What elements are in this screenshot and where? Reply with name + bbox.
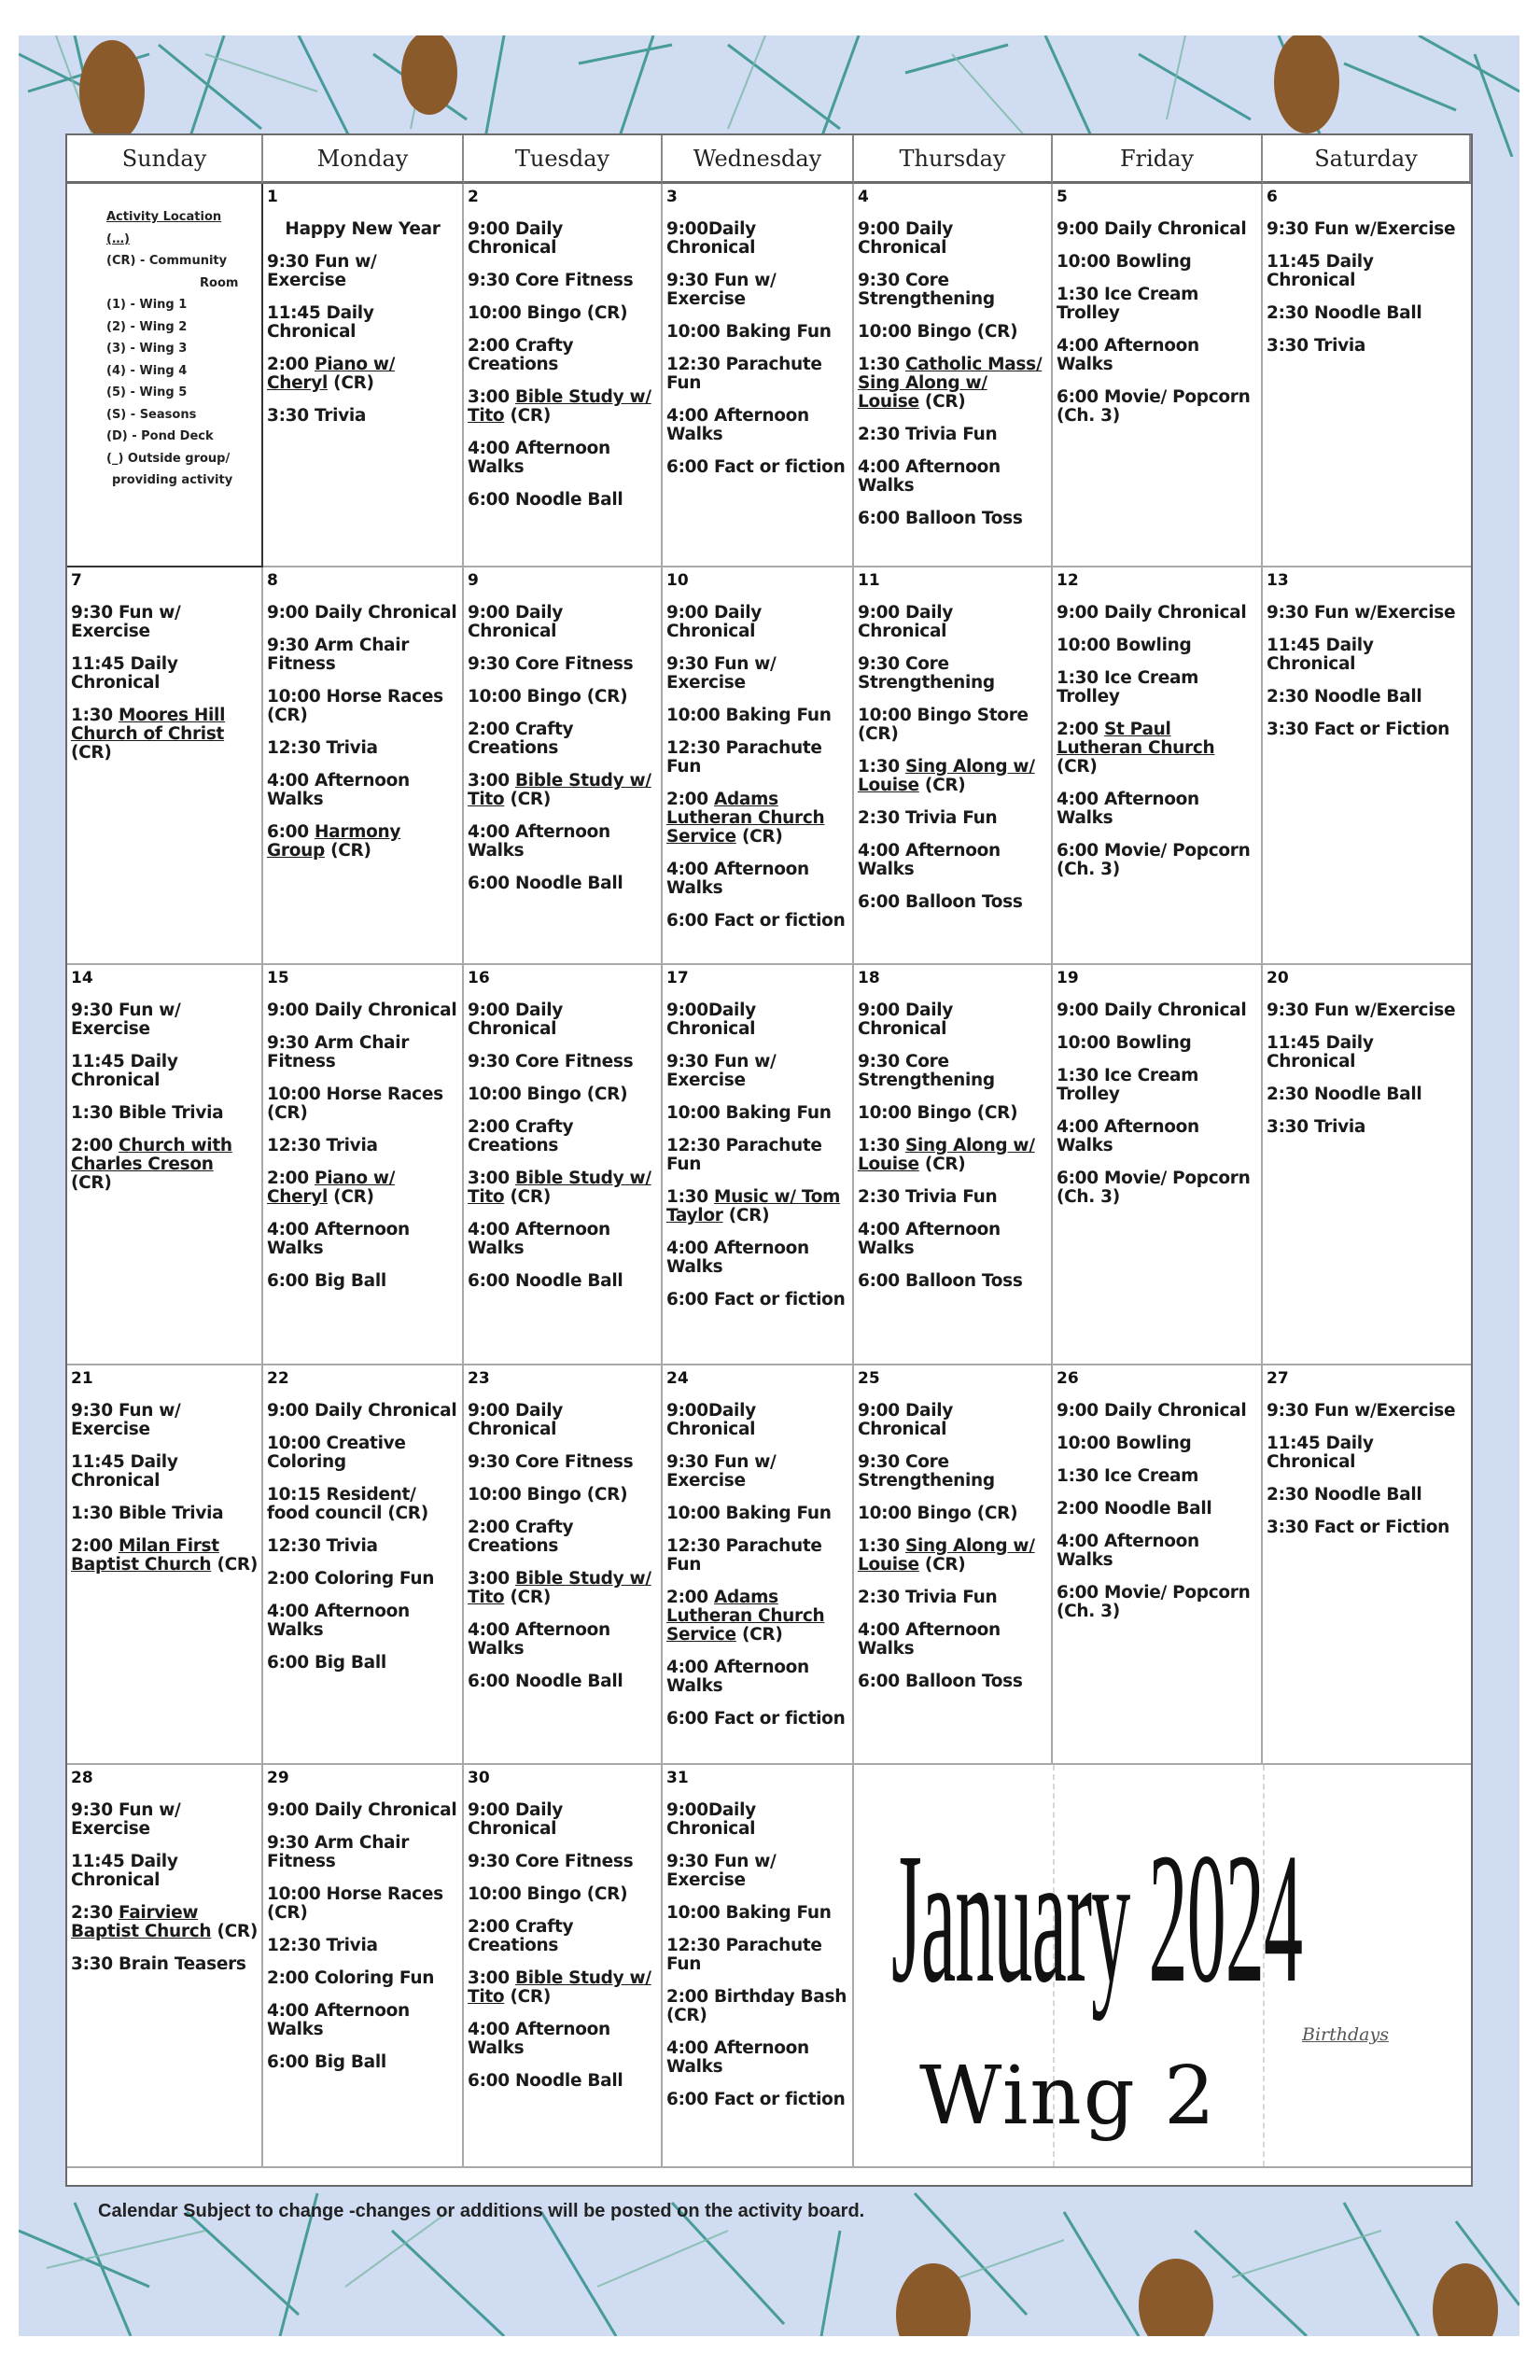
- activity-item: 12:30 Parachute Fun: [666, 1936, 822, 1974]
- activity-item: 3:00 Bible Study w/ Tito (CR): [468, 1169, 651, 1207]
- activity-item: 4:00 Afternoon Walks: [1057, 790, 1199, 828]
- activity-item: 6:00 Balloon Toss: [858, 892, 1023, 912]
- day-number: 31: [666, 1769, 689, 1787]
- activity-item: 9:30 Core Strengthening: [858, 1052, 995, 1090]
- activity-item: 3:30 Trivia: [1267, 336, 1366, 356]
- legend-line: (4) - Wing 4: [106, 363, 188, 378]
- activity-item: 2:00 Coloring Fun: [267, 1569, 435, 1589]
- activity-item: 9:30 Fun w/ Exercise: [666, 654, 777, 693]
- activity-item: 4:00 Afternoon Walks: [468, 1220, 610, 1258]
- activity-item: 9:00Daily Chronical: [666, 1401, 756, 1439]
- day-number: 29: [267, 1769, 289, 1787]
- activity-item: 9:30 Fun w/ Exercise: [267, 252, 377, 290]
- day-cell: [854, 567, 1053, 965]
- day-cell: [1053, 1365, 1263, 1765]
- day-number: 22: [267, 1369, 289, 1388]
- day-cell: [1263, 1365, 1471, 1765]
- activity-item: 9:00Daily Chronical: [666, 1001, 756, 1039]
- activity-item: 4:00 Afternoon Walks: [666, 406, 809, 444]
- day-number: 5: [1057, 188, 1068, 206]
- activity-item: 10:00 Bingo (CR): [468, 1485, 628, 1505]
- activity-item: 9:00 Daily Chronical: [267, 603, 457, 623]
- activity-item: 9:30 Core Strengthening: [858, 1452, 995, 1491]
- legend-title: Activity Location: [106, 210, 222, 224]
- activity-item: 1:30 Ice Cream Trolley: [1057, 285, 1199, 323]
- day-number: 10: [666, 571, 689, 590]
- activity-item: 4:00 Afternoon Walks: [267, 1602, 410, 1640]
- activity-item: 6:00 Big Ball: [267, 2052, 386, 2072]
- activity-item: 4:00 Afternoon Walks: [267, 2001, 410, 2039]
- activity-item: 4:00 Afternoon Walks: [468, 2020, 610, 2058]
- activity-item: 4:00 Afternoon Walks: [468, 439, 610, 477]
- activity-item: 10:00 Bowling: [1057, 1033, 1192, 1053]
- wing-title: Wing 2: [919, 2050, 1217, 2143]
- activity-item: 10:00 Bowling: [1057, 252, 1192, 272]
- day-cell: [464, 965, 663, 1365]
- activity-item: 9:30 Core Fitness: [468, 1052, 634, 1071]
- activity-item: 2:30 Trivia Fun: [858, 1187, 998, 1207]
- activity-item: 11:45 Daily Chronical: [1267, 1033, 1374, 1071]
- day-cell: [263, 1365, 464, 1765]
- activity-item: 10:00 Baking Fun: [666, 1504, 832, 1523]
- activity-item: 4:00 Afternoon Walks: [858, 457, 1001, 496]
- activity-item: 9:30 Fun w/Exercise: [1267, 219, 1456, 239]
- legend-line: providing activity: [112, 473, 233, 487]
- activity-item: 2:30 Noodle Ball: [1267, 1485, 1422, 1505]
- day-number: 8: [267, 571, 278, 590]
- activity-item: 9:30 Arm Chair Fitness: [267, 1833, 410, 1871]
- activity-item: 9:30 Core Fitness: [468, 654, 634, 674]
- legend-line: (2) - Wing 2: [106, 319, 188, 334]
- activity-item: 10:00 Bingo (CR): [858, 1504, 1018, 1523]
- activity-item: 9:30 Core Fitness: [468, 271, 634, 290]
- activity-item: 1:30 Catholic Mass/ Sing Along w/ Louise (CR): [858, 355, 1043, 412]
- activity-item: 9:00 Daily Chronical: [858, 603, 954, 641]
- activity-item: 10:00 Bingo Store (CR): [858, 706, 1029, 744]
- legend-paren: (…): [106, 231, 130, 246]
- legend-line: (CR) - Community: [106, 254, 228, 268]
- day-number: 20: [1267, 969, 1289, 987]
- day-cell: [663, 1365, 854, 1765]
- day-number: 4: [858, 188, 869, 206]
- birthdays-label: Birthdays: [1302, 2024, 1389, 2045]
- activity-item: 3:00 Bible Study w/ Tito (CR): [468, 387, 651, 426]
- activity-item: 11:45 Daily Chronical: [267, 303, 374, 342]
- activity-item: 2:30 Fairview Baptist Church (CR): [71, 1903, 258, 1941]
- activity-item: 12:30 Parachute Fun: [666, 1536, 822, 1575]
- legend-line: (5) - Wing 5: [106, 385, 188, 399]
- day-cell: [663, 184, 854, 567]
- activity-item: 9:00 Daily Chronical: [1057, 1401, 1247, 1421]
- activity-item: 3:00 Bible Study w/ Tito (CR): [468, 1968, 651, 2007]
- day-cell: [263, 567, 464, 965]
- activity-item: 6:00 Noodle Ball: [468, 1672, 623, 1691]
- activity-item: 6:00 Movie/ Popcorn (Ch. 3): [1057, 1583, 1251, 1621]
- activity-item: 2:00 Adams Lutheran Church Service (CR): [666, 1588, 825, 1645]
- day-cell: [464, 567, 663, 965]
- day-cell: [464, 1765, 663, 2168]
- header-tuesday: Tuesday: [464, 135, 663, 184]
- activity-item: 9:30 Core Strengthening: [858, 654, 995, 693]
- activity-item: 11:45 Daily Chronical: [1267, 1434, 1374, 1472]
- activity-item: 4:00 Afternoon Walks: [858, 1620, 1001, 1659]
- day-number: 30: [468, 1769, 490, 1787]
- activity-item: 9:30 Arm Chair Fitness: [267, 636, 410, 674]
- activity-item: 2:00 Piano w/ Cheryl (CR): [267, 355, 396, 393]
- activity-item: 1:30 Ice Cream Trolley: [1057, 1066, 1199, 1104]
- day-number: 11: [858, 571, 880, 590]
- activity-item: 9:00Daily Chronical: [666, 219, 756, 258]
- activity-item: 9:30 Fun w/ Exercise: [666, 271, 777, 309]
- activity-item: 9:00 Daily Chronical: [666, 603, 763, 641]
- activity-item: 9:30 Fun w/Exercise: [1267, 603, 1456, 623]
- day-number: 17: [666, 969, 689, 987]
- activity-item: 11:45 Daily Chronical: [1267, 252, 1374, 290]
- activity-item: 2:30 Noodle Ball: [1267, 1085, 1422, 1104]
- activity-item: 9:00Daily Chronical: [666, 1800, 756, 1839]
- day-cell: [464, 184, 663, 567]
- activity-item: 1:30 Ice Cream Trolley: [1057, 668, 1199, 707]
- day-cell: [67, 1365, 263, 1765]
- calendar: [65, 133, 1473, 2187]
- activity-item: 9:30 Fun w/ Exercise: [71, 603, 181, 641]
- activity-item: 2:00 Coloring Fun: [267, 1968, 435, 1988]
- activity-item: 9:30 Fun w/ Exercise: [71, 1401, 181, 1439]
- day-number: 12: [1057, 571, 1079, 590]
- activity-item: 4:00 Afternoon Walks: [468, 822, 610, 861]
- activity-item: 2:00 Crafty Creations: [468, 720, 574, 758]
- activity-item: 3:30 Trivia: [267, 406, 367, 426]
- activity-item: 3:00 Bible Study w/ Tito (CR): [468, 771, 651, 809]
- activity-item: 9:30 Fun w/Exercise: [1267, 1001, 1456, 1020]
- day-cell: [663, 965, 854, 1365]
- activity-item: 6:00 Fact or fiction: [666, 911, 846, 931]
- day-cell: [854, 965, 1053, 1365]
- activity-item: 6:00 Fact or fiction: [666, 1709, 846, 1729]
- activity-item: 9:30 Core Fitness: [468, 1852, 634, 1871]
- activity-item: 4:00 Afternoon Walks: [666, 1658, 809, 1696]
- activity-location-legend: [106, 206, 258, 492]
- activity-item: 10:00 Bowling: [1057, 636, 1192, 655]
- activity-item: 1:30 Moores Hill Church of Christ (CR): [71, 706, 226, 763]
- footer-note: Calendar Subject to change -changes or additions will be posted on the activity board.: [98, 2201, 865, 2221]
- activity-item: 10:00 Bingo (CR): [468, 1085, 628, 1104]
- activity-item: 9:00 Daily Chronical: [267, 1800, 457, 1820]
- day-cell: [464, 1365, 663, 1765]
- activity-item: 10:00 Baking Fun: [666, 706, 832, 725]
- activity-item: 10:00 Creative Coloring: [267, 1434, 406, 1472]
- activity-item: 9:00 Daily Chronical: [468, 603, 564, 641]
- activity-item: 6:00 Movie/ Popcorn (Ch. 3): [1057, 387, 1251, 426]
- day-cell: [263, 965, 464, 1365]
- activity-item: 10:00 Bingo (CR): [858, 1103, 1018, 1123]
- activity-item: 9:30 Core Fitness: [468, 1452, 634, 1472]
- activity-item: 12:30 Trivia: [267, 1536, 378, 1556]
- legend-line: Room: [200, 275, 239, 290]
- activity-item: 2:00 Crafty Creations: [468, 1518, 574, 1556]
- activity-item: 9:30 Fun w/ Exercise: [666, 1452, 777, 1491]
- activity-item: 10:00 Horse Races (CR): [267, 687, 443, 725]
- day-number: 1: [267, 188, 278, 206]
- activity-item: 9:00 Daily Chronical: [468, 1800, 564, 1839]
- activity-item: 10:00 Baking Fun: [666, 1903, 832, 1923]
- activity-item: 2:30 Trivia Fun: [858, 808, 998, 828]
- day-number: 2: [468, 188, 479, 206]
- day-number: 13: [1267, 571, 1289, 590]
- legend-line: (_) Outside group/: [106, 451, 231, 466]
- activity-item: 6:00 Fact or fiction: [666, 457, 846, 477]
- day-cell: [854, 1365, 1053, 1765]
- header-monday: Monday: [263, 135, 464, 184]
- activity-item: 2:00 Church with Charles Creson (CR): [71, 1136, 232, 1193]
- day-cell: [1053, 965, 1263, 1365]
- day-number: 23: [468, 1369, 490, 1388]
- day-cell: [67, 1765, 263, 2168]
- activity-item: 4:00 Afternoon Walks: [666, 860, 809, 898]
- day-cell: [1263, 567, 1471, 965]
- activity-item: 9:30 Fun w/ Exercise: [71, 1800, 181, 1839]
- activity-item: 10:15 Resident/ food council (CR): [267, 1485, 428, 1523]
- day-number: 15: [267, 969, 289, 987]
- activity-item: 4:00 Afternoon Walks: [267, 771, 410, 809]
- activity-item: 2:30 Trivia Fun: [858, 425, 998, 444]
- activity-item: 12:30 Parachute Fun: [666, 1136, 822, 1174]
- day-cell: [1053, 567, 1263, 965]
- activity-item: 10:00 Baking Fun: [666, 322, 832, 342]
- day-cell: [1263, 184, 1471, 567]
- day-cell: [663, 1765, 854, 2168]
- activity-item: 4:00 Afternoon Walks: [858, 1220, 1001, 1258]
- activity-item: 9:00 Daily Chronical: [1057, 1001, 1247, 1020]
- activity-item: 1:30 Ice Cream: [1057, 1466, 1199, 1486]
- legend-line: (S) - Seasons: [106, 407, 197, 422]
- day-number: 21: [71, 1369, 93, 1388]
- activity-item: 6:00 Noodle Ball: [468, 2071, 623, 2091]
- activity-item: 9:00 Daily Chronical: [267, 1401, 457, 1421]
- activity-item: 4:00 Afternoon Walks: [267, 1220, 410, 1258]
- activity-item: 3:30 Trivia: [1267, 1117, 1366, 1137]
- day-cell: [263, 1765, 464, 2168]
- activity-item: 6:00 Big Ball: [267, 1271, 386, 1291]
- activity-item: 2:30 Noodle Ball: [1267, 687, 1422, 707]
- activity-item: 9:00 Daily Chronical: [267, 1001, 457, 1020]
- activity-item: 11:45 Daily Chronical: [71, 654, 178, 693]
- activity-item: 12:30 Parachute Fun: [666, 738, 822, 777]
- activity-item: 1:30 Bible Trivia: [71, 1504, 224, 1523]
- activity-item: 10:00 Horse Races (CR): [267, 1884, 443, 1923]
- activity-item: 4:00 Afternoon Walks: [1057, 1532, 1199, 1570]
- legend-line: (1) - Wing 1: [106, 298, 188, 312]
- activity-item: 10:00 Bingo (CR): [468, 687, 628, 707]
- activity-item: 4:00 Afternoon Walks: [666, 1239, 809, 1277]
- day-number: 6: [1267, 188, 1278, 206]
- activity-item: 1:30 Sing Along w/ Louise (CR): [858, 757, 1035, 795]
- header-thursday: Thursday: [854, 135, 1053, 184]
- activity-item: 2:00 Birthday Bash (CR): [666, 1987, 847, 2025]
- activity-item: 11:45 Daily Chronical: [1267, 636, 1374, 674]
- activity-item: 3:30 Fact or Fiction: [1267, 1518, 1450, 1537]
- activity-item: 3:30 Brain Teasers: [71, 1954, 246, 1974]
- activity-item: 6:00 Noodle Ball: [468, 874, 623, 893]
- activity-item: 10:00 Bingo (CR): [468, 303, 628, 323]
- pine-decoration-bottom: [19, 2175, 1519, 2336]
- activity-item: 1:30 Sing Along w/ Louise (CR): [858, 1536, 1035, 1575]
- activity-item: 6:00 Noodle Ball: [468, 490, 623, 510]
- day-number: 24: [666, 1369, 689, 1388]
- activity-item: 1:30 Music w/ Tom Taylor (CR): [666, 1187, 841, 1225]
- day-cell: [1053, 184, 1263, 567]
- activity-item: 6:00 Harmony Group (CR): [267, 822, 401, 861]
- activity-item: 6:00 Fact or fiction: [666, 2090, 846, 2109]
- day-number: 27: [1267, 1369, 1289, 1388]
- activity-item: 6:00 Fact or fiction: [666, 1290, 846, 1309]
- day-number: 16: [468, 969, 490, 987]
- activity-item: 2:30 Trivia Fun: [858, 1588, 998, 1607]
- activity-item: 9:00 Daily Chronical: [468, 219, 564, 258]
- activity-item: 6:00 Movie/ Popcorn (Ch. 3): [1057, 841, 1251, 879]
- activity-item: 6:00 Balloon Toss: [858, 509, 1023, 528]
- day-number: 3: [666, 188, 678, 206]
- month-title: January 2024: [891, 1815, 1303, 2022]
- activity-item: 2:00 Crafty Creations: [468, 1117, 574, 1155]
- activity-item: 10:00 Bingo (CR): [858, 322, 1018, 342]
- activity-item: 2:00 St Paul Lutheran Church (CR): [1057, 720, 1215, 777]
- calendar-grid: [67, 135, 1471, 2168]
- activity-item: 10:00 Bingo (CR): [468, 1884, 628, 1904]
- day-cell: [263, 184, 464, 567]
- activity-item: 12:30 Trivia: [267, 738, 378, 758]
- activity-item: 10:00 Bowling: [1057, 1434, 1192, 1453]
- legend-line: (3) - Wing 3: [106, 342, 188, 356]
- activity-item: 9:30 Fun w/Exercise: [1267, 1401, 1456, 1421]
- activity-item: 10:00 Horse Races (CR): [267, 1085, 443, 1123]
- activity-item: 6:00 Movie/ Popcorn (Ch. 3): [1057, 1169, 1251, 1207]
- activity-item: 9:00 Daily Chronical: [1057, 219, 1247, 239]
- activity-item: 4:00 Afternoon Walks: [666, 2038, 809, 2077]
- day-cell: [67, 965, 263, 1365]
- activity-item: 6:00 Big Ball: [267, 1653, 386, 1673]
- day-number: 18: [858, 969, 880, 987]
- activity-item: 4:00 Afternoon Walks: [858, 841, 1001, 879]
- activity-item: 3:00 Bible Study w/ Tito (CR): [468, 1569, 651, 1607]
- activity-item: 2:00 Adams Lutheran Church Service (CR): [666, 790, 825, 847]
- activity-item: 6:00 Balloon Toss: [858, 1672, 1023, 1691]
- day-number: 26: [1057, 1369, 1079, 1388]
- activity-item: 9:00 Daily Chronical: [858, 219, 954, 258]
- activity-item: 4:00 Afternoon Walks: [1057, 336, 1199, 374]
- activity-item: Happy New Year: [285, 219, 441, 239]
- header-saturday: Saturday: [1263, 135, 1471, 184]
- activity-item: 9:30 Core Strengthening: [858, 271, 995, 309]
- day-number: 9: [468, 571, 479, 590]
- activity-item: 9:30 Fun w/ Exercise: [666, 1852, 777, 1890]
- activity-item: 9:00 Daily Chronical: [858, 1001, 954, 1039]
- header-sunday: Sunday: [67, 135, 263, 184]
- activity-item: 12:30 Parachute Fun: [666, 355, 822, 393]
- activity-item: 1:30 Sing Along w/ Louise (CR): [858, 1136, 1035, 1174]
- month-title-cell: [854, 1765, 1471, 2168]
- day-number: 28: [71, 1769, 93, 1787]
- activity-item: 2:30 Noodle Ball: [1267, 303, 1422, 323]
- day-cell: [67, 567, 263, 965]
- legend-line: (D) - Pond Deck: [106, 429, 214, 443]
- day-cell: [854, 184, 1053, 567]
- activity-item: 1:30 Bible Trivia: [71, 1103, 224, 1123]
- activity-item: 2:00 Crafty Creations: [468, 336, 574, 374]
- header-friday: Friday: [1053, 135, 1263, 184]
- activity-item: 9:00 Daily Chronical: [468, 1401, 564, 1439]
- activity-item: 4:00 Afternoon Walks: [1057, 1117, 1199, 1155]
- activity-item: 6:00 Balloon Toss: [858, 1271, 1023, 1291]
- activity-item: 4:00 Afternoon Walks: [468, 1620, 610, 1659]
- activity-item: 2:00 Piano w/ Cheryl (CR): [267, 1169, 396, 1207]
- day-number: 7: [71, 571, 82, 590]
- day-number: 14: [71, 969, 93, 987]
- activity-item: 2:00 Crafty Creations: [468, 1917, 574, 1955]
- activity-item: 6:00 Noodle Ball: [468, 1271, 623, 1291]
- day-cell: [1263, 965, 1471, 1365]
- activity-item: 2:00 Milan First Baptist Church (CR): [71, 1536, 258, 1575]
- activity-item: 9:30 Fun w/ Exercise: [666, 1052, 777, 1090]
- activity-item: 12:30 Trivia: [267, 1136, 378, 1155]
- activity-item: 10:00 Baking Fun: [666, 1103, 832, 1123]
- activity-item: 9:00 Daily Chronical: [1057, 603, 1247, 623]
- activity-item: 9:00 Daily Chronical: [858, 1401, 954, 1439]
- activity-item: 11:45 Daily Chronical: [71, 1852, 178, 1890]
- activity-item: 3:30 Fact or Fiction: [1267, 720, 1450, 739]
- activity-item: 9:00 Daily Chronical: [468, 1001, 564, 1039]
- activity-item: 12:30 Trivia: [267, 1936, 378, 1955]
- day-cell: [663, 567, 854, 965]
- day-number: 19: [1057, 969, 1079, 987]
- legend-cell: [67, 184, 263, 567]
- activity-item: 11:45 Daily Chronical: [71, 1452, 178, 1491]
- day-number: 25: [858, 1369, 880, 1388]
- activity-item: 2:00 Noodle Ball: [1057, 1499, 1212, 1519]
- activity-item: 9:30 Arm Chair Fitness: [267, 1033, 410, 1071]
- activity-item: 11:45 Daily Chronical: [71, 1052, 178, 1090]
- activity-item: 9:30 Fun w/ Exercise: [71, 1001, 181, 1039]
- header-wednesday: Wednesday: [663, 135, 854, 184]
